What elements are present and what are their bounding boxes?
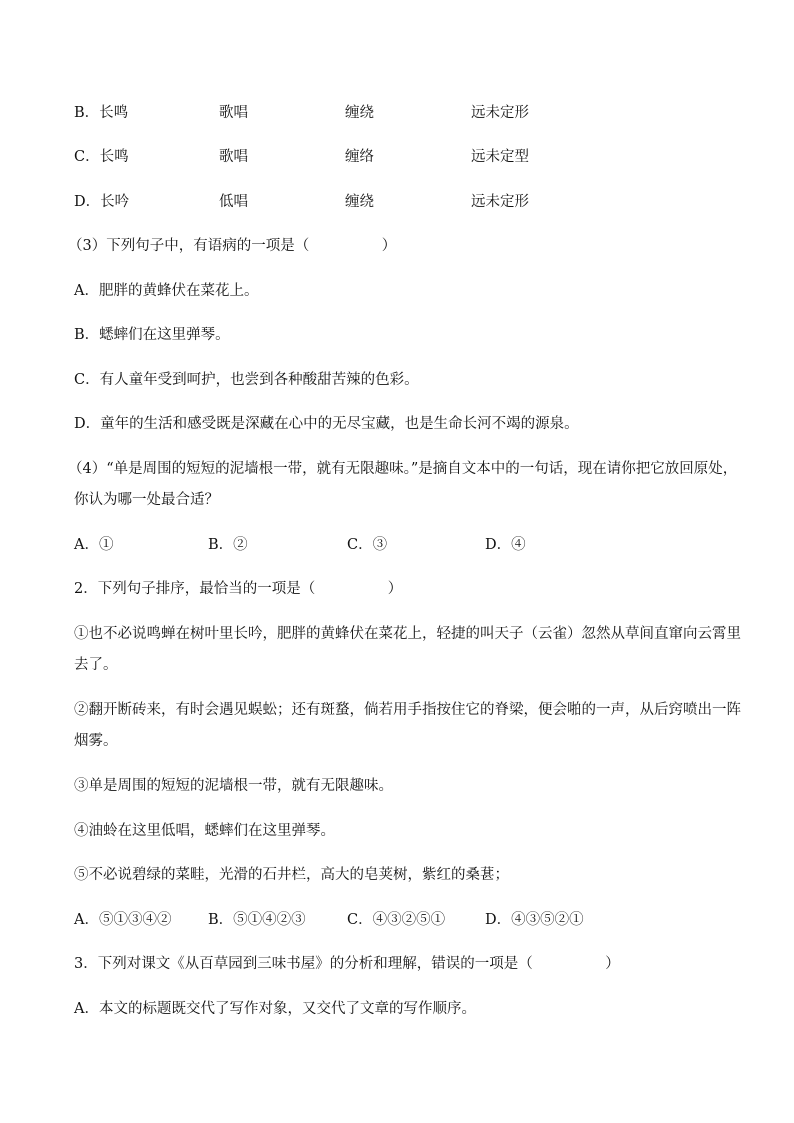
option-label: B．长鸣 bbox=[74, 105, 129, 121]
q3-option-b: B．蟋蟀们在这里弹琴。 bbox=[74, 327, 230, 343]
option-word: 远未定形 bbox=[471, 105, 529, 121]
sentence-1-line1: ①也不必说鸣蝉在树叶里长吟，肥胖的黄蜂伏在菜花上，轻捷的叫天子（云雀）忽然从草间直窜向云霄里 bbox=[74, 626, 741, 642]
question2-option-d: D．④③⑤②① bbox=[485, 912, 584, 928]
option-word: 低唱 bbox=[219, 194, 248, 210]
sentence-5: ⑤不必说碧绿的菜畦，光滑的石井栏，高大的皂荚树，紫红的桑葚； bbox=[74, 867, 509, 883]
question2-option-c: C．④③②⑤① bbox=[347, 912, 446, 928]
option-word: 远未定型 bbox=[471, 149, 529, 165]
q4-stem-line1: （4）“单是周围的短短的泥墙根一带，就有无限趣味。”是摘自文本中的一句话，现在请你把它放回原处， bbox=[68, 461, 738, 477]
q4-option-d: D．④ bbox=[485, 537, 526, 553]
option-word: 歌唱 bbox=[219, 105, 248, 121]
question3-option-a: A．本文的标题既交代了写作对象，又交代了文章的写作顺序。 bbox=[74, 1001, 476, 1017]
sentence-3: ③单是周围的短短的泥墙根一带，就有无限趣味。 bbox=[74, 778, 393, 794]
sentence-2-line2: 烟雾。 bbox=[74, 733, 118, 749]
option-label: D．长吟 bbox=[74, 194, 130, 210]
option-word: 缠络 bbox=[345, 149, 374, 165]
question3-stem: 3．下列对课文《从百草园到三味书屋》的分析和理解，错误的一项是（ ） bbox=[74, 956, 620, 972]
option-word: 缠绕 bbox=[345, 105, 374, 121]
q3-stem: （3）下列句子中，有语病的一项是（ ） bbox=[68, 238, 397, 254]
option-label: C．长鸣 bbox=[74, 149, 129, 165]
question2-option-a: A．⑤①③④② bbox=[74, 912, 172, 928]
option-word: 缠绕 bbox=[345, 194, 374, 210]
question2-option-b: B．⑤①④②③ bbox=[208, 912, 306, 928]
q4-option-b: B．② bbox=[208, 537, 248, 553]
option-word: 远未定形 bbox=[471, 194, 529, 210]
question2-stem: 2．下列句子排序，最恰当的一项是（ ） bbox=[74, 581, 403, 597]
option-word: 歌唱 bbox=[219, 149, 248, 165]
q3-option-d: D．童年的生活和感受既是深藏在心中的无尽宝藏，也是生命长河不竭的源泉。 bbox=[74, 416, 579, 432]
sentence-1-line2: 去了。 bbox=[74, 657, 118, 673]
sentence-4: ④油蛉在这里低唱，蟋蟀们在这里弹琴。 bbox=[74, 823, 335, 839]
q3-option-a: A．肥胖的黄蜂伏在菜花上。 bbox=[74, 283, 259, 299]
q4-option-c: C．③ bbox=[347, 537, 388, 553]
q4-option-a: A．① bbox=[74, 537, 114, 553]
sentence-2-line1: ②翻开断砖来，有时会遇见蜈蚣；还有斑蝥，倘若用手指按住它的脊梁，便会啪的一声，从后窍喷出一阵 bbox=[74, 702, 741, 718]
q4-stem-line2: 你认为哪一处最合适？ bbox=[74, 492, 219, 508]
q3-option-c: C．有人童年受到呵护，也尝到各种酸甜苦辣的色彩。 bbox=[74, 372, 419, 388]
